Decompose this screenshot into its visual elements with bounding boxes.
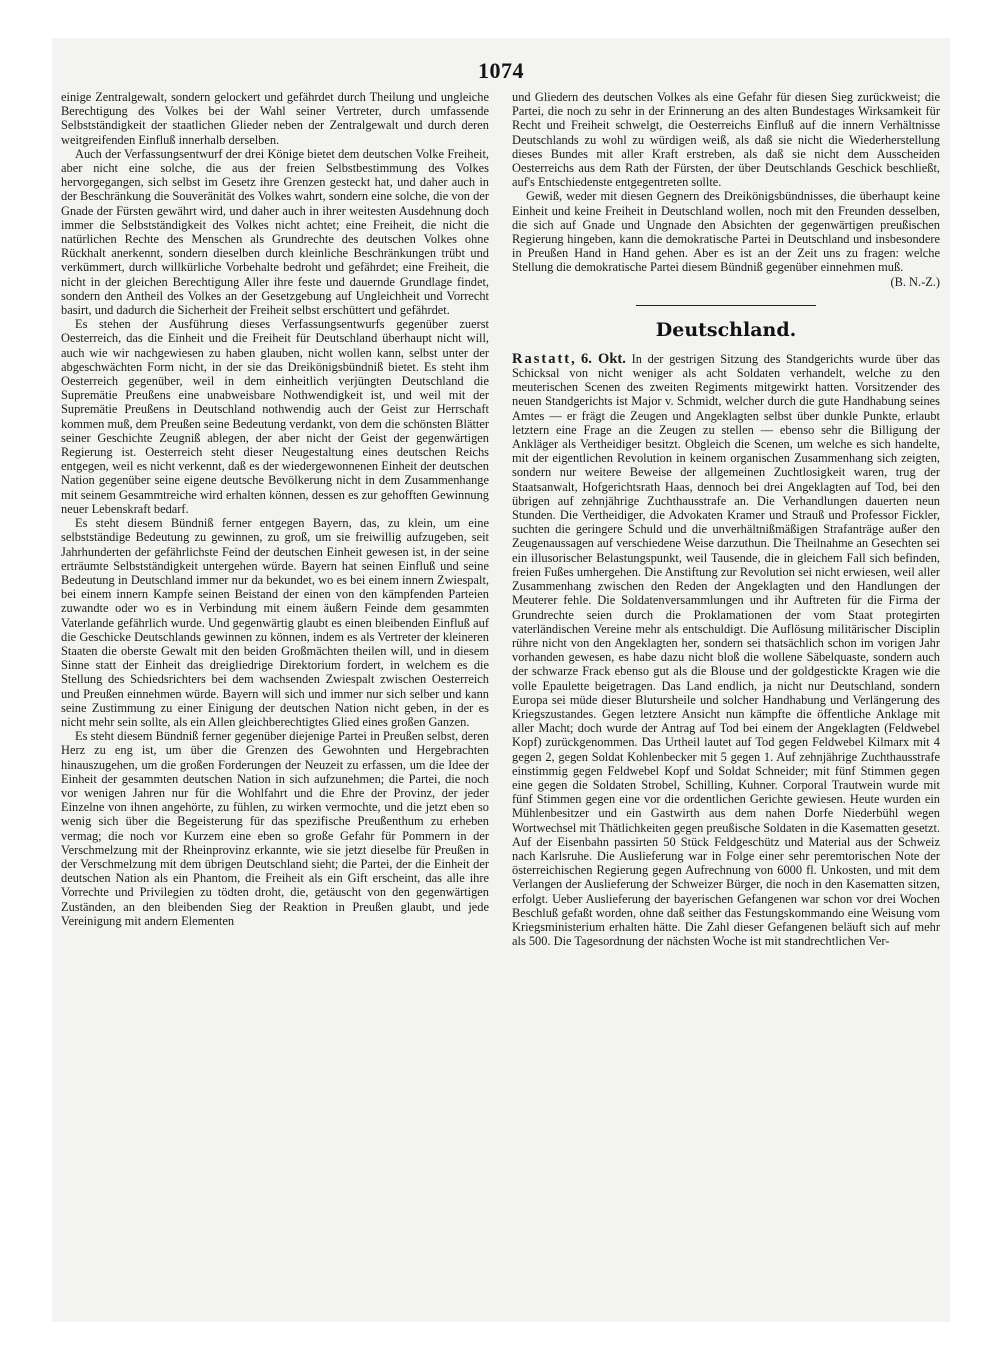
left-column	[61, 90, 489, 928]
left-paragraph-1: einige Zentralgewalt, sondern gelockert und gefährdet durch Theilung und ungleiche Berechtigung des Volkes bei der Wahl seiner Vertreter, durch umfassende Selbstständigkeit der staatlichen Glieder neben der Zentralgewalt und durch deren weitgreifenden Einfluß innerhalb derselben.	[61, 90, 489, 147]
left-paragraph-2: Auch der Verfassungsentwurf der drei Könige bietet dem deutschen Volke Freiheit, aber nicht eine solche, die aus der freien Selbstbestimmung des Volkes hervorgegangen, sich selbst im Gesetz ihre Grenzen gesteckt hat, und daher auch in der Beschränkung die Souveränität des Volkes wahrt, sondern eine solche, die von der Gnade der Fürsten gewährt wird, und daher auch in ihrer weitesten Ausdehnung doch immer die Selbstständigkeit des Volkes nicht achtet; eine Freiheit, die nicht die natürlichen Rechte des Menschen als Grundrechte des deutschen Volkes ohne Rückhalt anerkennt, sondern dieselben durch kleinliche Beschränkungen trübt und verkümmert, durch willkürliche Vorbehalte bedroht und gefährdet; eine Freiheit, die nicht in der gleichen Berechtigung Aller ihre feste und dauernde Grundlage findet, sondern den Antheil des Volkes an der Gesetzgebung auf Ungleichheit und Vorrecht basirt, und dadurch die Sicherheit der Freiheit selbst erschüttert und gefährdet.	[61, 146, 489, 318]
dateline-place: Rastatt	[512, 350, 572, 367]
left-paragraph-4: Es steht diesem Bündniß ferner entgegen Bayern, das, zu klein, um eine selbstständige Bedeutung zu gewinnen, zu groß, um sie freiwillig aufzugeben, seit Jahrhunderten der gefährlichste Feind der deutschen Einheit gewesen ist, in der seine erträumte Selbstständigkeit untergehen würde. Bayern hat seinen Einfluß und seine Bedeutung in Deutschland immer nur da bekundet, wo es bei einem innern Zwiespalt, bei einem innern Kampfe seinen Beistand der einen von den kämpfenden Parteien zuwandte oder wo es in Verbindung mit einem äußern Feinde dem gesammten Vaterlande gefährlich wurde. Und gegenwärtig glaubt es einen bleibenden Einfluß auf die Geschicke Deutschlands gewinnen zu können, indem es als Vertreter der kleineren Staaten die oberste Gewalt mit den beiden Großmächten theilen will, und in diesem Sinne statt der Einheit das dreigliedrige Direktorium fordert, in welchem es die Stellung des Schiedsrichters bei dem wachsenden Zwiespalt zwischen Oesterreich und Preußen einnehmen würde. Bayern will sich und immer nur sich selber und kann seine Zustimmung zu einer Einigung der deutschen Nation nicht geben, in der es nicht mehr sein sollte, als ein Allen gleichberechtigtes Glied eines großen Ganzen.	[61, 516, 489, 729]
page-number: 1074	[478, 58, 524, 83]
section-heading: Deutschland.	[655, 318, 797, 341]
report-text: In der gestrigen Sitzung des Standgerichts wurde über das Schicksal von nicht weniger als acht Soldaten verhandelt, welche zu den meuterischen Scenen des zweiten Regiments mitgewirkt hatten. Vorsitzender des neuen Standgerichts ist Major v. Schmidt, welcher durch die gute Handhabung seines Amtes — er frägt die Zeugen und Angeklagten selbst über dunkle Punkte, erlaubt letztern eine Frage an die Zeugen zu stellen — ebenso sehr die Billigung der Ankläger als Vertheidiger besitzt. Obgleich die Scenen, um welche es sich handelte, mit der eigentlichen Revolution in keinem organischen Zusammenhang sich zeigten, sondern nur weitere Beweise der allgemeinen Zuchtlosigkeit waren, trug der Staatsanwalt, Hofgerichtsrath Haas, dennoch bei drei Angeklagten auf Tod, bei den übrigen auf zehnjährige Zuchthausstrafe an. Die Verhandlungen dauerten neun Stunden. Die Vertheidiger, die Advokaten Kramer und Strauß und Professor Fickler, suchten die geringere Schuld und die unverhältnißmäßigen Strafanträge außer den Zeugenaussagen auf verschiedene Weise darzuthun. Die Theilnahme an Gesechten sei ein illusorischer Belastungspunkt, weil Tausende, die in gleichem Fall sich befinden, freien Fußes umhergehen. Die Anstiftung zur Revolution sei nicht erwiesen, weil aller Zusammenhang zwischen den Reden der Angeklagten und den Handlungen der Meuterer fehle. Die Soldatenversammlungen und ihr Auftreten für die Firma der Grundrechte seien durch die Proklamationen der vom Staat protegirten vaterländischen Vereine mehr als entschuldigt. Die Auflösung militärischer Disciplin rühre nicht von den Angeklagten her, sondern sei thatsächlich schon im vorigen Jahr vorhanden gewesen, es habe dazu nicht bloß die wollene Säbelquaste, sondern auch der schwarze Frack ebenso gut als die Blouse und der goldgestickte Kragen wie die volle Epaulette beigetragen. Das Land endlich, ja nicht nur Deutschland, sondern Europa sei müde dieser Blutursheile und solcher Handhabung und Verlängerung des Kriegszustandes. Gegen letztere Ansicht nun kämpfte die öffentliche Anklage mit aller Macht; doch wurde der Antrag auf Tod bei einem der Angeklagten (Feldwebel Kopf) zurückgenommen. Das Urtheil lautet auf Tod gegen Feldwebel Kilmarx mit 4 gegen 2, gegen Soldat Kohlenbecker mit 5 gegen 1. Auf zehnjährige Zuchthausstrafe einstimmig gegen Feldwebel Kopf und Soldat Schneider; mit fünf Stimmen gegen eine gegen die Soldaten Strobel, Schilling, Kuhner. Corporal Trautwein wurde mit fünf Stimmen gegen eine vor die ordentlichen Gerichte gewiesen. Heute wurden ein Mühlenbesitzer und ein Gastwirth aus dem nahen Dorfe Niederbühl wegen Wortwechsel mit Thätlichkeiten gegen preußische Soldaten in die Kasematten gesetzt. Auf der Eisenbahn passirten 50 Stück Feldgeschütz und Material aus der Schweiz nach Karlsruhe. Die Auslieferung war in Folge einer sehr peremtorischen Note der österreichischen Regierung gegen Aufrechnung von 6000 fl. Unkosten, und mit dem Verlangen der Auslieferung der Schweizer Bürger, die noch in den Kasematten sitzen, erfolgt. Ueber Auslieferung der bayerischen Gefangenen war schon vor drei Wochen Beschluß gefaßt worden, ohne daß seither das Festungskommando eine Weisung vom Kriegsministerium erhalten hätte. Die Zahl dieser Gefangenen beläuft sich auf mehr als 500. Die Tagesordnung der nächsten Woche ist mit standrechtlichen Ver-	[512, 351, 940, 949]
report-paragraph	[512, 352, 940, 949]
newspaper-page	[52, 38, 950, 1322]
section-divider	[636, 305, 816, 306]
left-paragraph-5: Es steht diesem Bündniß ferner gegenüber diejenige Partei in Preußen selbst, deren Herz zu eng ist, um über die Grenzen des Gewohnten und Hergebrachten hinauszugehen, um die großen Forderungen der Neuzeit zu erfassen, um die Idee der Einheit der gesammten deutschen Nation in sich aufzunehmen; die Partei, die noch vor wenigen Jahren nur für die Wohlfahrt und die Ehre der Provinz, der jeder Einzelne von ihnen angehörte, zu fühlen, zu wirken vermochte, und die jetzt eben so wenig sich über die Begeisterung für das spezifische Preußenthum zu erheben vermag; die noch vor Kurzem eine eben so große Gefahr für Pommern in der Verschmelzung mit der Rheinprovinz erkannte, wie sie jetzt dieselbe für Preußen in der Verschmelzung mit dem übrigen Deutschland sieht; die Partei, der die Einheit der deutschen Nation als ein Phantom, die Freiheit als ein Gift erscheint, das alle ihre Vorrechte und Privilegien zu tödten droht, die, getäuscht von den gegenwärtigen Zuständen, an den bleibenden Sieg der Reaktion in Preußen glaubt, und jede Vereinigung mit andern Elementen	[61, 729, 489, 928]
right-paragraph-1: und Gliedern des deutschen Volkes als eine Gefahr für diesen Sieg zurückweist; die Partei, die noch zu sehr in der Erinnerung an des alten Bundestages Wirksamkeit für Recht und Freiheit schwelgt, die Oesterreichs Einfluß auf die innern Verhältnisse Deutschlands zu wohl zu würdigen weiß, als daß sie nicht die Wiederherstellung dieses Bundes mit aller Kraft erstreben, als daß sie nicht dem Ausscheiden Oesterreichs aus dem Rath der Fürsten, der über Deutschlands Geschick beschließt, auf's Entschiedenste entgegentreten sollte.	[512, 90, 940, 190]
right-column	[512, 90, 940, 948]
right-paragraph-2: Gewiß, weder mit diesen Gegnern des Dreikönigsbündnisses, die überhaupt keine Einheit und keine Freiheit in Deutschland wollen, noch mit den Freunden desselben, die sich auf Gnade und Ungnade den Absichten der gegenwärtigen preußischen Regierung hingeben, kann die demokratische Partei in Deutschland und insbesondere in Preußen Hand in Hand gehen. Aber es ist an der Zeit uns zu fragen: welche Stellung die demokratische Partei diesem Bündniß gegenüber einnehmen muß.	[512, 189, 940, 275]
dateline-date: , 6. Okt.	[571, 350, 626, 367]
left-paragraph-3: Es stehen der Ausführung dieses Verfassungsentwurfs gegenüber zuerst Oesterreich, das die Einheit und die Freiheit für Deutschland überhaupt nicht will, auch wie wir nachgewiesen zu haben glauben, nicht wollen kann, selbst unter der abgeschwächten Form nicht, in der sie das Dreikönigsbündniß bietet. Es steht ihm Oesterreich gegenüber, weil in dem einheitlich verjüngten Deutschland die Supremätie Preußens eine unabweisbare Nothwendigkeit ist, und weil mit der Supremätie Preußens in Deutschland nothwendig auch der Geist zur Herrschaft kommen muß, dem Preußen seine Bedeutung verdankt, von dem die schönsten Blätter seiner Geschichte Zeugniß ablegen, der aber nicht der Geist der gegenwärtigen Regierung ist. Oesterreich steht dieser Neugestaltung eines deutschen Reichs entgegen, weil es nicht verkennt, daß es der wiedergewonnenen Einheit der deutschen Nation gegenüber seine eigene deutsche Bevölkerung nicht in dem Zusammenhange mit seinem Gesammtreiche wird erhalten können, dessen es zur gehofften Gewinnung neuer Lebenskraft bedarf.	[61, 317, 489, 516]
source-note: (B. N.-Z.)	[890, 274, 940, 289]
